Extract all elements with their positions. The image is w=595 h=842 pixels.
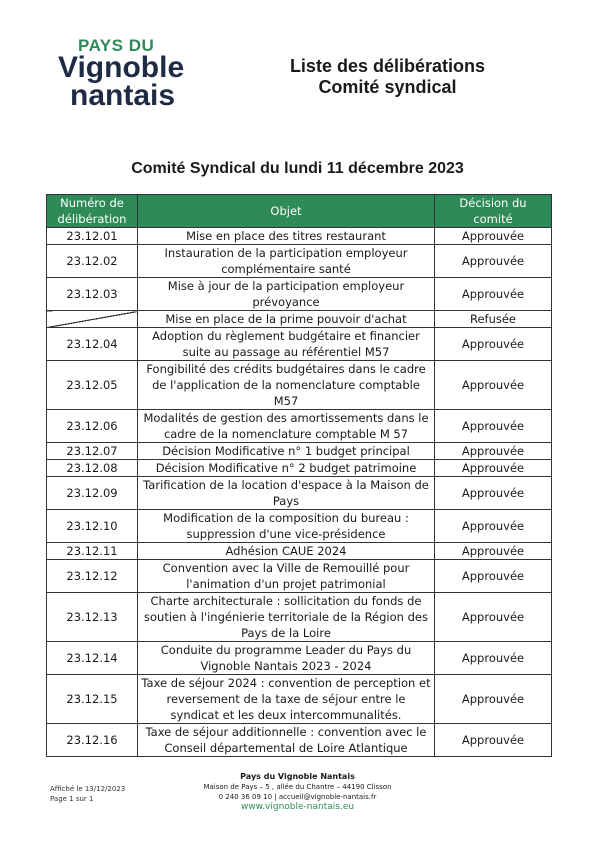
row-numero: 23.12.05 bbox=[47, 361, 138, 410]
row-decision: Approuvée bbox=[435, 593, 552, 642]
row-numero: 23.12.06 bbox=[47, 410, 138, 443]
row-objet: Mise à jour de la participation employeur prévoyance bbox=[138, 278, 435, 311]
row-objet: Décision Modificative n° 1 budget principal bbox=[138, 443, 435, 460]
row-objet: Tarification de la location d'espace à la Maison de Pays bbox=[138, 477, 435, 510]
table-row bbox=[47, 228, 552, 245]
table-row bbox=[47, 543, 552, 560]
row-numero: 23.12.08 bbox=[47, 460, 138, 477]
logo-line1: PAYS DU bbox=[78, 36, 155, 55]
meeting-title: Comité Syndical du lundi 11 décembre 2023 bbox=[131, 160, 464, 177]
row-decision: Approuvée bbox=[435, 443, 552, 460]
footer-contact: 0 240 36 09 10 | accueil@vignoble-nantais.fr bbox=[218, 793, 377, 801]
table-row bbox=[47, 443, 552, 460]
table-row bbox=[47, 477, 552, 510]
table-row bbox=[47, 361, 552, 410]
footer-website: www.vignoble-nantais.eu bbox=[240, 802, 355, 812]
row-numero: 23.12.15 bbox=[47, 675, 138, 724]
row-decision: Approuvée bbox=[435, 245, 552, 278]
row-numero: 23.12.01 bbox=[47, 228, 138, 245]
row-objet: Charte architecturale : sollicitation du fonds de soutien à l'ingénierie territoriale de la Région des Pays de la Loire bbox=[138, 593, 435, 642]
row-numero: 23.12.04 bbox=[47, 328, 138, 361]
table-row bbox=[47, 560, 552, 593]
row-decision: Approuvée bbox=[435, 560, 552, 593]
row-numero: 23.12.11 bbox=[47, 543, 138, 560]
table-row bbox=[47, 278, 552, 311]
table-row bbox=[47, 410, 552, 443]
row-objet: Décision Modificative n° 2 budget patrimoine bbox=[138, 460, 435, 477]
page-number: Page 1 sur 1 bbox=[50, 795, 94, 803]
row-numero: 23.12.16 bbox=[47, 724, 138, 757]
header-objet: Objet bbox=[138, 195, 435, 228]
row-objet: Conduite du programme Leader du Pays du Vignoble Nantais 2023 - 2024 bbox=[138, 642, 435, 675]
table-row bbox=[47, 593, 552, 642]
logo bbox=[48, 30, 193, 120]
row-numero: 23.12.13 bbox=[47, 593, 138, 642]
table-row bbox=[47, 510, 552, 543]
header-decision: Décision du comité bbox=[435, 195, 552, 228]
document-title-line2: Comité syndical bbox=[318, 77, 457, 97]
row-decision: Approuvée bbox=[435, 278, 552, 311]
row-objet: Fongibilité des crédits budgétaires dans le cadre de l'application de la nomenclature comptable M57 bbox=[138, 361, 435, 410]
row-objet: Taxe de séjour 2024 : convention de perception et reversement de la taxe de séjour entre le syndicat et les deux intercommunalités. bbox=[138, 675, 435, 724]
table-row bbox=[47, 460, 552, 477]
table-row bbox=[47, 311, 552, 328]
row-objet: Taxe de séjour additionnelle : convention avec le Conseil départemental de Loire Atlantique bbox=[138, 724, 435, 757]
logo-line3: nantais bbox=[70, 79, 176, 112]
row-numero: 23.12.02 bbox=[47, 245, 138, 278]
posted-date: Affiché le 13/12/2023 bbox=[50, 785, 126, 793]
document-title bbox=[290, 56, 485, 98]
table-row bbox=[47, 245, 552, 278]
table-row bbox=[47, 675, 552, 724]
row-objet: Convention avec la Ville de Remouillé pour l'animation d'un projet patrimonial bbox=[138, 560, 435, 593]
row-objet: Mise en place de la prime pouvoir d'achat bbox=[138, 311, 435, 328]
table-header-row bbox=[47, 195, 552, 228]
row-decision: Approuvée bbox=[435, 410, 552, 443]
row-numero: 23.12.03 bbox=[47, 278, 138, 311]
row-objet: Modalités de gestion des amortissements dans le cadre de la nomenclature comptable M 57 bbox=[138, 410, 435, 443]
row-objet: Adhésion CAUE 2024 bbox=[138, 543, 435, 560]
row-decision: Approuvée bbox=[435, 543, 552, 560]
row-objet: Mise en place des titres restaurant bbox=[138, 228, 435, 245]
row-numero: 23.12.07 bbox=[47, 443, 138, 460]
deliberations-table bbox=[46, 194, 552, 757]
row-numero: 23.12.09 bbox=[47, 477, 138, 510]
row-decision: Approuvée bbox=[435, 510, 552, 543]
table-row bbox=[47, 642, 552, 675]
row-numero: 23.12.12 bbox=[47, 560, 138, 593]
header-numero: Numéro de délibération bbox=[47, 195, 138, 228]
table-row bbox=[47, 724, 552, 757]
row-objet: Instauration de la participation employeur complémentaire santé bbox=[138, 245, 435, 278]
row-decision: Approuvée bbox=[435, 228, 552, 245]
row-objet: Adoption du règlement budgétaire et financier suite au passage au référentiel M57 bbox=[138, 328, 435, 361]
row-decision: Approuvée bbox=[435, 642, 552, 675]
footer-org: Pays du Vignoble Nantais bbox=[240, 772, 355, 781]
footer-center bbox=[0, 772, 595, 812]
row-decision: Approuvée bbox=[435, 477, 552, 510]
logo-line2: Vignoble bbox=[58, 51, 185, 84]
document-title-line1: Liste des délibérations bbox=[289, 56, 485, 76]
row-decision: Approuvée bbox=[435, 724, 552, 757]
row-decision: Refusée bbox=[435, 311, 552, 328]
row-objet: Modification de la composition du bureau : suppression d'une vice-présidence bbox=[138, 510, 435, 543]
row-numero bbox=[47, 311, 138, 328]
row-numero: 23.12.14 bbox=[47, 642, 138, 675]
row-decision: Approuvée bbox=[435, 675, 552, 724]
row-decision: Approuvée bbox=[435, 328, 552, 361]
row-decision: Approuvée bbox=[435, 361, 552, 410]
row-decision: Approuvée bbox=[435, 460, 552, 477]
table-row bbox=[47, 328, 552, 361]
footer-address: Maison de Pays – 5 , allée du Chantre – 44190 Clisson bbox=[203, 783, 392, 791]
row-numero: 23.12.10 bbox=[47, 510, 138, 543]
